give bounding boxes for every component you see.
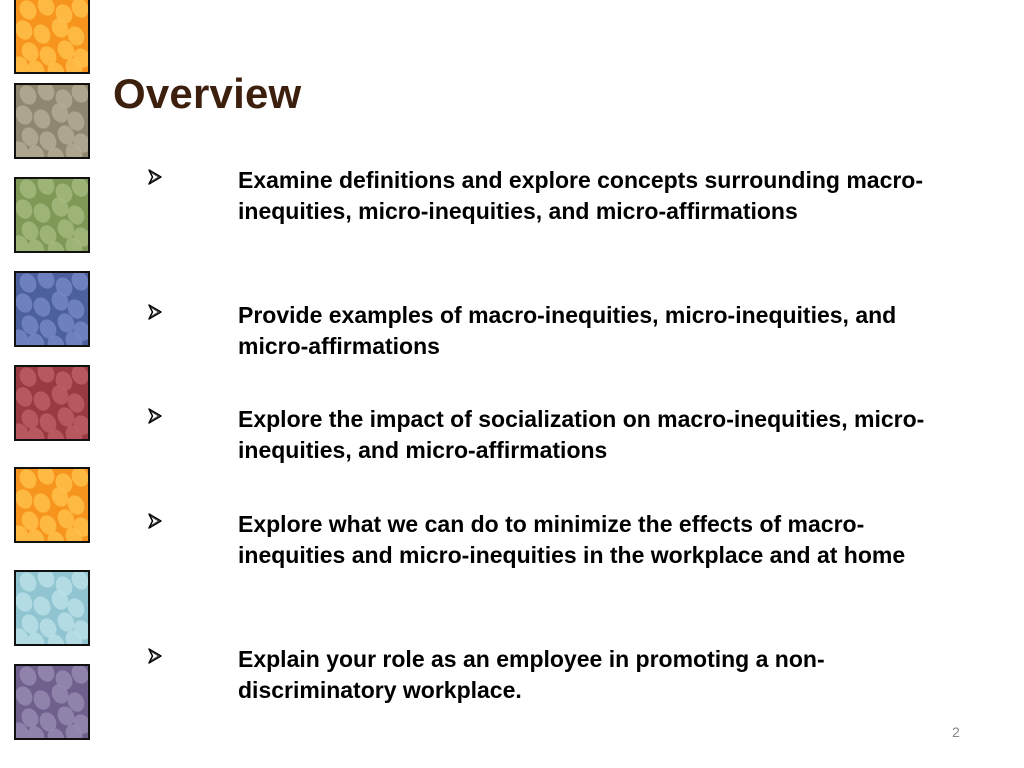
bullet-text: Examine definitions and explore concepts surrounding macro-inequities, micro-inequities, and micro-affirmations — [238, 167, 924, 224]
bullet-text: Provide examples of macro-inequities, micro-inequities, and micro-affirmations — [238, 302, 897, 359]
bullet-text: Explore what we can do to minimize the effects of macro-inequities and micro-inequities in the workplace and at home — [238, 511, 906, 568]
arrow-bullet-icon — [148, 648, 162, 664]
arrow-bullet-icon — [148, 513, 162, 529]
bullet-text: Explain your role as an employee in promoting a non-discriminatory workplace. — [238, 646, 825, 703]
arrow-bullet-icon — [148, 169, 162, 185]
lightblue-pattern-square — [14, 570, 90, 646]
blue-pattern-square — [14, 271, 90, 347]
arrow-bullet-icon — [148, 304, 162, 320]
red-pattern-square — [14, 365, 90, 441]
green-pattern-square — [14, 177, 90, 253]
arrow-bullet-icon — [148, 408, 162, 424]
taupe-pattern-square — [14, 83, 90, 159]
bullet-text: Explore the impact of socialization on macro-inequities, micro-inequities, and micro-affirmations — [238, 406, 925, 463]
orange-pattern-square — [14, 0, 90, 74]
decorative-square-column — [0, 0, 100, 768]
orange-pattern-square — [14, 467, 90, 543]
page-number: 2 — [952, 724, 960, 740]
slide-title: Overview — [113, 70, 302, 117]
purple-pattern-square — [14, 664, 90, 740]
